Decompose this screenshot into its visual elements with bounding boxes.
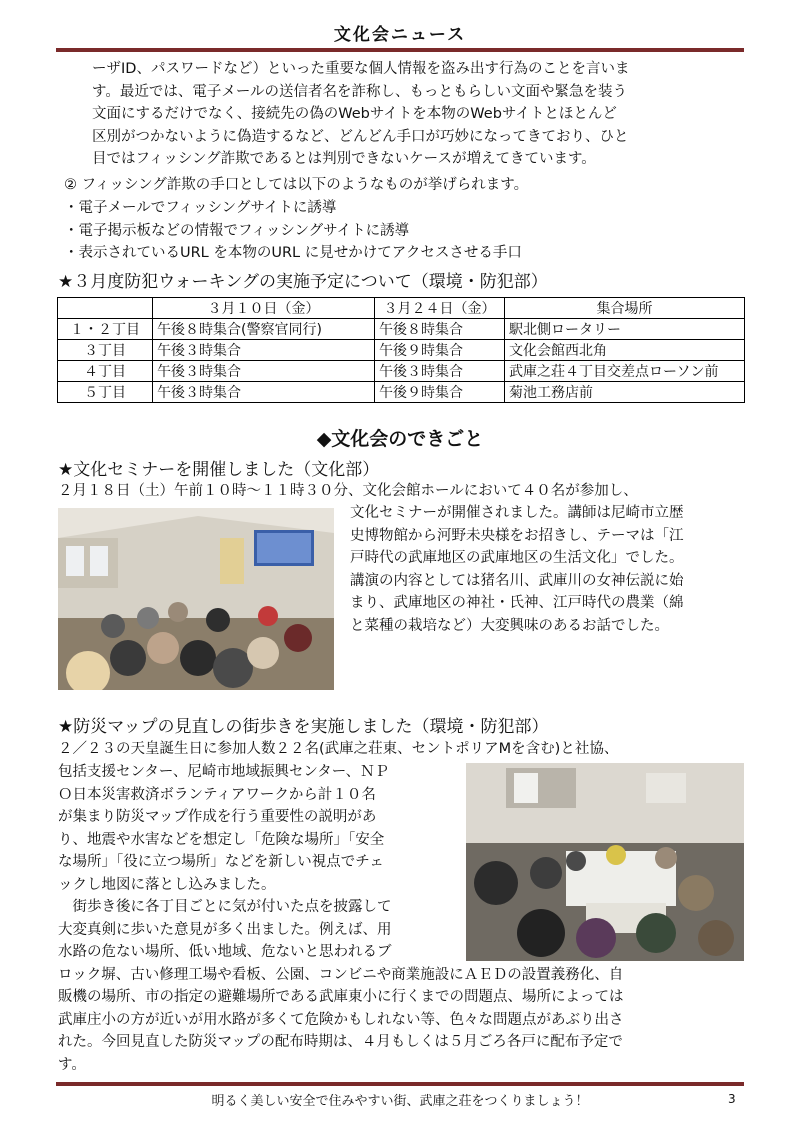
intro-line: す。最近では、電子メールの送信者名を詐称し、もっともらしい文面や緊急を装う — [92, 84, 628, 100]
table-cell: ４丁目 — [58, 361, 153, 382]
table-cell: 午後８時集合(警察官同行) — [153, 319, 375, 340]
seminar-line: まり、武庫地区の神社・氏神、江戸時代の農業（綿 — [350, 595, 684, 611]
footer-slogan: 明るく美しい安全で住みやすい街、武庫之荘をつくりましょう！ — [211, 1094, 589, 1109]
intro-line: ーザID、パスワードなど）といった重要な個人情報を盗み出す行為のことを言いま — [92, 61, 630, 77]
page-number: 3 — [728, 1092, 736, 1106]
intro-line: 区別がつかないように偽造するなど、どんどん手口が巧妙になってきており、ひと — [92, 129, 629, 145]
bousai-line: な場所」「役に立つ場所」などを新しい視点でチェ — [58, 854, 384, 870]
walking-schedule-table — [57, 297, 745, 403]
bousai-title: ★防災マップの見直しの街歩きを実施しました（環境・防犯部） — [58, 717, 549, 737]
bousai-line: Ｏ日本災害救済ボランティアワークから計１０名 — [58, 787, 376, 803]
seminar-line: 文化セミナーが開催されました。講師は尼崎市立歴 — [350, 505, 684, 521]
bullet-item: ・電子掲示板などの情報でフィッシングサイトに誘導 — [64, 223, 410, 239]
table-cell: 文化会館西北角 — [505, 340, 745, 361]
intro-line: 目ではフィッシング詐欺であるとは判別できないケースが増えてきています。 — [92, 151, 596, 167]
seminar-line: 講演の内容としては猪名川、武庫川の女神伝説に始 — [350, 573, 684, 589]
table-header-row — [58, 298, 745, 319]
table-header-cell: ３月２４日（金） — [375, 298, 505, 319]
table-cell: 午後３時集合 — [153, 340, 375, 361]
table-header-cell: ３月１０日（金） — [153, 298, 375, 319]
bousai-line: 大変真剣に歩いた意見が多く出ました。例えば、用 — [58, 922, 392, 938]
header-rule — [56, 48, 744, 52]
bousai-photo — [466, 763, 744, 961]
bousai-line: 包括支援センター、尼崎市地域振興センター、ＮＰ — [58, 764, 390, 780]
table-row — [58, 361, 745, 382]
events-heading: ◆文化会のできごと — [316, 428, 484, 450]
table-cell: 午後３時集合 — [375, 361, 505, 382]
table-row — [58, 382, 745, 403]
bousai-line: れた。今回見直した防災マップの配布時期は、４月もしくは５月ごろ各戸に配布予定で — [58, 1034, 623, 1050]
bousai-line: り、地震や水害などを想定し「危険な場所」「安全 — [58, 832, 385, 848]
bousai-line: ックし地図に落とし込みました。 — [58, 877, 276, 893]
bousai-line: 販機の場所、市の指定の避難場所である武庫東小に行くまでの問題点、場所によっては — [58, 989, 624, 1005]
seminar-photo — [58, 508, 334, 690]
table-cell: １・２丁目 — [58, 319, 153, 340]
newsletter-title: 文化会ニュース — [333, 25, 467, 45]
table-cell: 午後９時集合 — [375, 340, 505, 361]
table-header-cell: 集合場所 — [505, 298, 745, 319]
table-row — [58, 340, 745, 361]
seminar-line: と菜種の栽培など）大変興味のあるお話でした。 — [350, 618, 669, 634]
bousai-line: す。 — [58, 1057, 86, 1073]
seminar-first-line: ２月１８日（土）午前１０時～１１時３０分、文化会館ホールにおいて４０名が参加し、 — [58, 483, 638, 499]
bousai-line: ロック塀、古い修理工場や看板、公園、コンビニや商業施設にＡＥＤの設置義務化、自 — [58, 967, 624, 983]
table-cell: 午後３時集合 — [153, 382, 375, 403]
seminar-line: 史博物館から河野未央様をお招きし、テーマは「江 — [350, 528, 684, 544]
seminar-line: 戸時代の武庫地区の武庫地区の生活文化」でした。 — [350, 550, 684, 566]
table-header-cell — [58, 298, 153, 319]
table-cell: 午後３時集合 — [153, 361, 375, 382]
walking-section-title: ★３月度防犯ウォーキングの実施予定について（環境・防犯部） — [58, 272, 548, 292]
bousai-line: 街歩き後に各丁目ごとに気が付いた点を披露して — [58, 899, 392, 915]
bullet-item: ・電子メールでフィッシングサイトに誘導 — [64, 200, 337, 216]
table-cell: 駅北側ロータリー — [505, 319, 745, 340]
footer-rule — [56, 1082, 744, 1086]
seminar-title: ★文化セミナーを開催しました（文化部） — [58, 460, 380, 480]
bousai-line: 武庫庄小の方が近いが用水路が多くて危険かもしれない等、色々な問題点があぶり出さ — [58, 1012, 624, 1028]
table-cell: 菊池工務店前 — [505, 382, 745, 403]
table-cell: ５丁目 — [58, 382, 153, 403]
bullet-item: ・表示されているURL を本物のURL に見せかけてアクセスさせる手口 — [64, 245, 522, 261]
table-cell: ３丁目 — [58, 340, 153, 361]
bousai-first-line: ２／２３の天皇誕生日に参加人数２２名(武庫之荘東、セントポリアMを含む)と社協、 — [58, 741, 619, 757]
bousai-line: が集まり防災マップ作成を行う重要性の説明があ — [58, 809, 377, 825]
point-two: ② フィッシング詐欺の手口としては以下のようなものが挙げられます。 — [64, 177, 529, 193]
table-cell: 武庫之荘４丁目交差点ローソン前 — [505, 361, 745, 382]
table-cell: 午後８時集合 — [375, 319, 505, 340]
bousai-line: 水路の危ない場所、低い地域、危ないと思われるブ — [58, 944, 392, 960]
table-cell: 午後９時集合 — [375, 382, 505, 403]
intro-line: 文面にするだけでなく、接続先の偽のWebサイトを本物のWebサイトとほとんど — [92, 106, 617, 122]
table-row — [58, 319, 745, 340]
